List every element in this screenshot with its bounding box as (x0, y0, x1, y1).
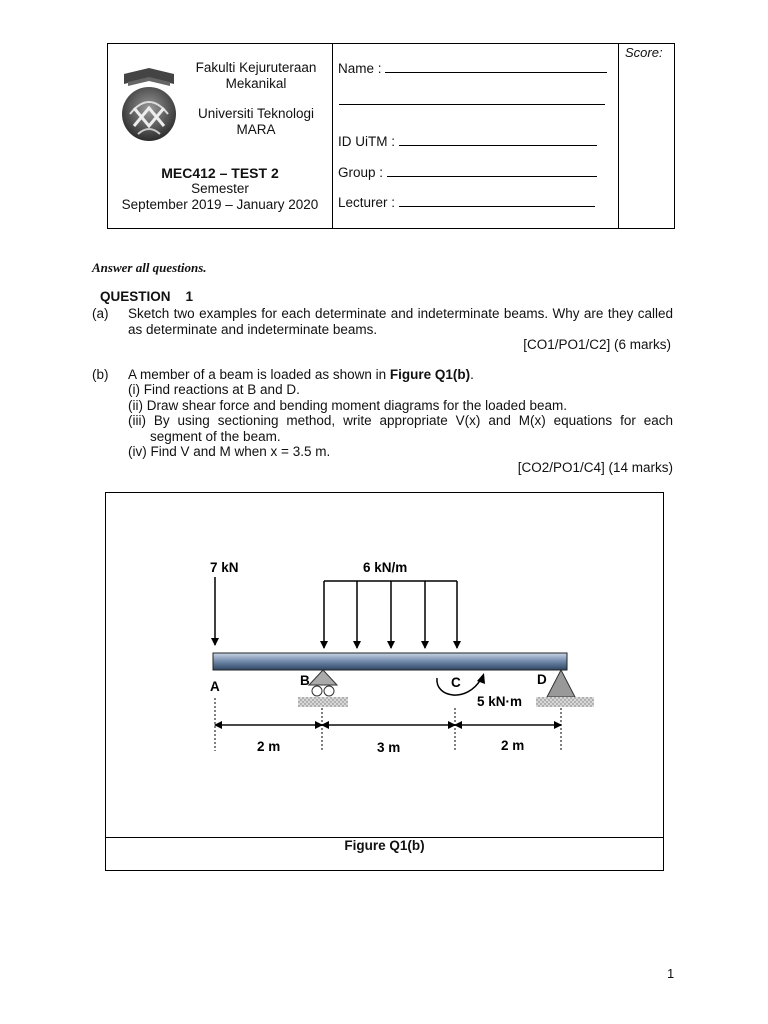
faculty-name-line1: Fakulti Kejuruteraan (195, 60, 317, 75)
semester-label: Semester (191, 181, 249, 196)
semester-period: September 2019 – January 2020 (121, 197, 319, 212)
university-name-line2: MARA (236, 122, 276, 137)
part-b-text (128, 367, 474, 383)
question-title: QUESTION 1 (100, 289, 194, 304)
point-c-label: C (451, 675, 461, 690)
uitm-logo-icon (120, 68, 178, 144)
part-a-text: Sketch two examples for each determinate and indeterminate beams. Why are they called as determinate and indeterminate beams. (128, 306, 673, 337)
point-b-label: B (300, 673, 310, 688)
part-b-item-i: (i) Find reactions at B and D. (128, 382, 300, 397)
group-label: Group : (338, 165, 384, 180)
score-cell (618, 44, 675, 228)
distributed-load-label: 6 kN/m (363, 560, 408, 575)
score-label: Score: (625, 45, 663, 60)
page-number: 1 (667, 966, 675, 981)
point-a-label: A (210, 679, 220, 694)
group-field (338, 164, 597, 180)
moment-arrow (437, 673, 485, 695)
part-b-item-ii: (ii) Draw shear force and bending moment diagrams for the loaded beam. (128, 397, 567, 413)
figure-caption: Figure Q1(b) (344, 838, 425, 853)
part-b-text-pre: A member of a beam is loaded as shown in (128, 367, 390, 382)
group-blank (387, 164, 597, 177)
dimension-ab-label: 2 m (257, 739, 281, 754)
distributed-load-arrows (324, 581, 457, 648)
university-name-line1: Universiti Teknologi (197, 106, 315, 121)
moment-label: 5 kN·m (477, 694, 523, 709)
header-institution-cell (108, 44, 333, 228)
lecturer-field (338, 194, 595, 210)
name-blank-line2 (339, 92, 605, 105)
id-blank (399, 133, 597, 146)
dimension-bc-label: 3 m (377, 740, 401, 755)
instructions: Answer all questions. (92, 260, 207, 275)
part-b-figure-ref: Figure Q1(b) (389, 367, 471, 382)
name-blank (385, 60, 607, 73)
point-d-label: D (537, 672, 547, 687)
name-field (338, 60, 607, 76)
part-a-marks: [CO1/PO1/C2] (6 marks) (523, 337, 671, 352)
part-b-label: (b) (92, 367, 109, 382)
lecturer-label: Lecturer : (338, 195, 396, 210)
part-b-item-iii: (iii) By using sectioning method, write appropriate V(x) and M(x) equations for each segment of the beam. (128, 413, 673, 444)
part-b-marks: [CO2/PO1/C4] (14 marks) (517, 460, 673, 475)
part-b-item-iv: (iv) Find V and M when x = 3.5 m. (128, 444, 331, 460)
dimension-cd-label: 2 m (501, 738, 525, 753)
course-title: MEC412 – TEST 2 (161, 165, 279, 181)
faculty-name-line2: Mekanikal (225, 76, 287, 91)
header-table (107, 43, 675, 229)
lecturer-blank (399, 194, 595, 207)
point-load-label: 7 kN (210, 560, 239, 575)
beam-diagram (106, 493, 663, 837)
figure-box (105, 492, 664, 871)
beam (213, 653, 567, 670)
id-field (338, 133, 597, 149)
id-label: ID UiTM : (338, 134, 395, 149)
part-a-label: (a) (92, 306, 109, 321)
name-label: Name : (338, 61, 382, 76)
part-b-item-list (128, 382, 673, 460)
part-b-text-post: . (470, 367, 474, 382)
